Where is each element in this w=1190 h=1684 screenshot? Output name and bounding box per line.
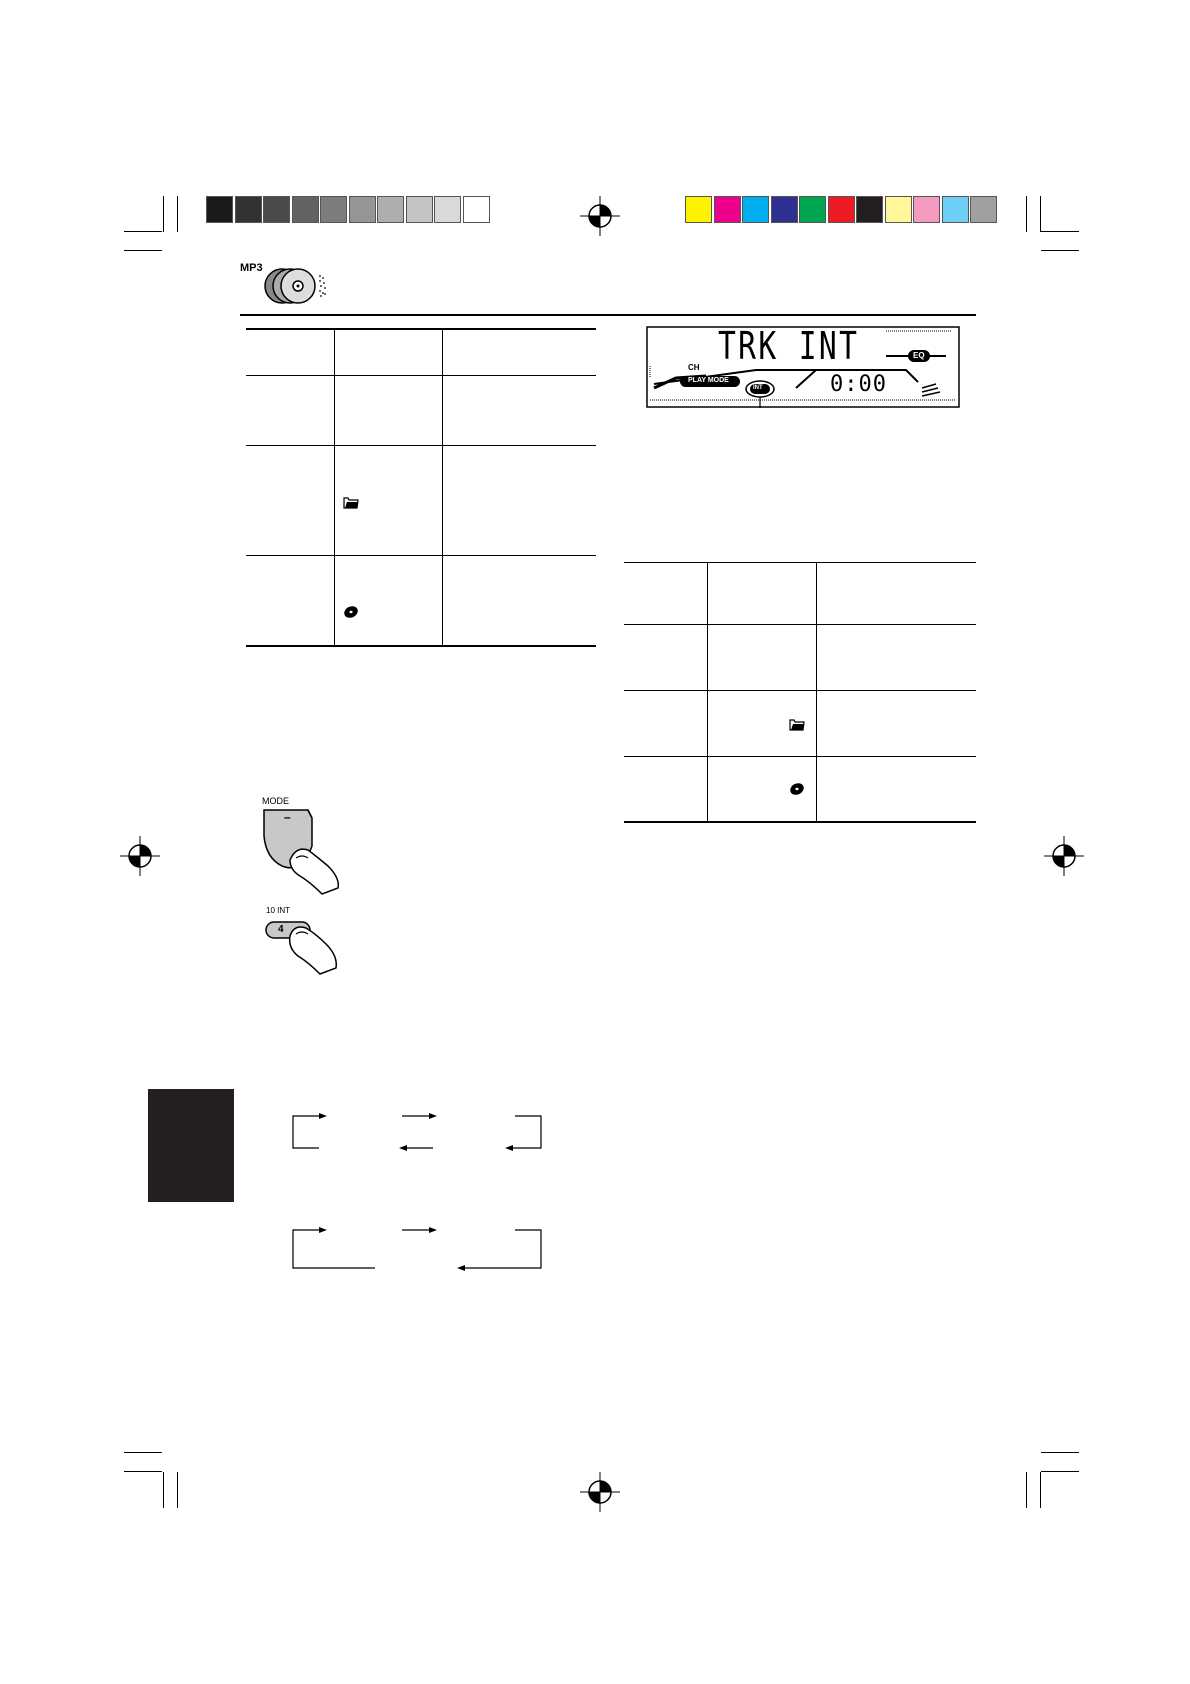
color-swatch <box>714 196 741 223</box>
table-row-divider <box>246 445 596 446</box>
table-row-divider <box>624 624 976 625</box>
crop-mark <box>1041 250 1079 251</box>
gray-swatch <box>349 196 376 223</box>
gray-swatch <box>434 196 461 223</box>
mp3-logo-text: MP3 <box>240 262 263 274</box>
color-swatch <box>799 196 826 223</box>
color-swatch <box>742 196 769 223</box>
table-column-divider <box>334 330 335 645</box>
int-button[interactable] <box>262 906 342 976</box>
finger-pressing-icon <box>262 916 342 976</box>
crop-mark <box>177 1472 178 1508</box>
color-swatch <box>828 196 855 223</box>
gray-swatch <box>320 196 347 223</box>
table-row-divider <box>624 756 976 757</box>
mode-button[interactable] <box>262 796 342 896</box>
registration-mark-icon <box>580 196 620 236</box>
crop-mark <box>1041 1452 1079 1453</box>
color-swatch <box>942 196 969 223</box>
table-bottom-rule <box>624 821 976 823</box>
folder-icon <box>343 496 359 509</box>
crop-mark <box>1041 1471 1079 1472</box>
crop-mark <box>124 231 162 232</box>
color-swatch <box>913 196 940 223</box>
crop-mark <box>1040 1472 1041 1508</box>
table-row-divider <box>246 375 596 376</box>
gray-swatch <box>263 196 290 223</box>
lcd-ch-label: CH <box>688 363 700 372</box>
mode-button-label: MODE <box>262 796 289 806</box>
registration-mark-icon <box>580 1472 620 1512</box>
mp3-disc-logo <box>240 260 340 310</box>
color-swatch <box>856 196 883 223</box>
crop-mark <box>124 250 162 251</box>
table-row-divider <box>246 555 596 556</box>
crop-mark <box>163 196 164 232</box>
crop-mark <box>1026 196 1027 232</box>
cycle-diagram <box>285 1112 545 1282</box>
folder-icon <box>789 718 805 731</box>
gray-swatch <box>406 196 433 223</box>
lcd-eq-label: EQ <box>913 351 925 360</box>
crop-mark <box>1040 196 1041 232</box>
table-column-divider <box>707 562 708 821</box>
table-column-divider <box>816 562 817 821</box>
language-side-tab <box>148 1089 234 1202</box>
int-button-number: 4 <box>278 924 284 935</box>
registration-mark-icon <box>120 836 160 876</box>
crop-mark <box>177 196 178 232</box>
color-swatch <box>885 196 912 223</box>
table-row-divider <box>624 690 976 691</box>
crop-mark <box>1026 1472 1027 1508</box>
lcd-display <box>646 326 960 408</box>
disc-icon <box>343 605 359 619</box>
color-swatch <box>970 196 997 223</box>
disc-icon <box>789 782 805 796</box>
lcd-int-indicator: INT <box>753 385 763 391</box>
finger-pressing-icon <box>262 806 342 896</box>
lcd-play-mode-label: PLAY MODE <box>688 377 729 384</box>
gray-swatch <box>377 196 404 223</box>
gray-swatch <box>206 196 233 223</box>
table-top-rule <box>246 328 596 330</box>
color-swatch <box>685 196 712 223</box>
gray-swatch <box>235 196 262 223</box>
crop-mark <box>163 1472 164 1508</box>
registration-mark-icon <box>1044 836 1084 876</box>
table-column-divider <box>442 330 443 645</box>
int-button-label: 10 INT <box>266 906 291 915</box>
lcd-time-digits: 0:00 <box>830 372 887 397</box>
lcd-main-text: TRK INT <box>718 324 860 368</box>
gray-swatch <box>463 196 490 223</box>
mode-button-sign: – <box>284 810 291 824</box>
disc-stack-icon <box>262 266 330 306</box>
crop-mark <box>124 1471 162 1472</box>
header-rule <box>240 314 976 316</box>
table-bottom-rule <box>246 645 596 647</box>
gray-swatch <box>292 196 319 223</box>
crop-mark <box>1041 231 1079 232</box>
crop-mark <box>124 1452 162 1453</box>
color-swatch <box>771 196 798 223</box>
table-top-rule <box>624 562 976 563</box>
